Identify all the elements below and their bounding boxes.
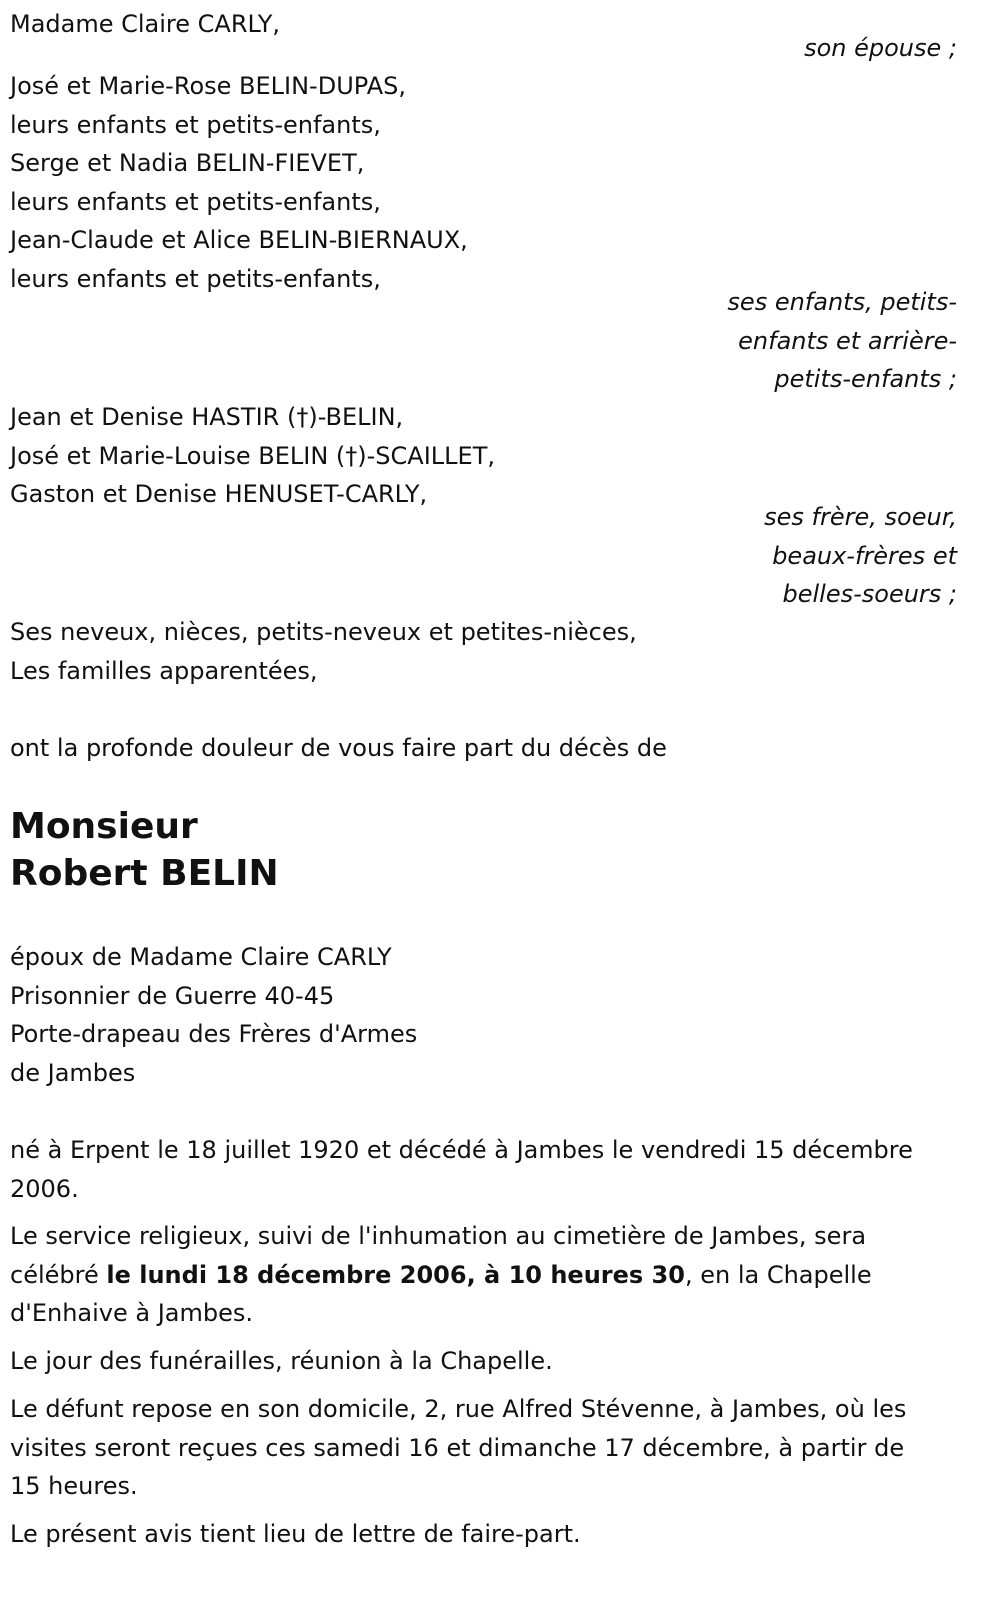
announcement	[10, 729, 667, 768]
deceased-details	[10, 938, 417, 1092]
role-text: belles-soeurs ;	[782, 580, 957, 609]
children-role	[727, 283, 957, 399]
spouse-role	[804, 29, 957, 68]
service-paragraph	[10, 1217, 930, 1333]
announcement-text: ont la profonde douleur de vous faire part du décès de	[10, 734, 667, 762]
family-line: Ses neveux, nièces, petits-neveux et petites-nièces,	[10, 618, 637, 646]
family-line: Jean et Denise HASTIR (†)-BELIN,	[10, 403, 404, 431]
spouse-line	[10, 5, 280, 44]
family-line: Jean-Claude et Alice BELIN-BIERNAUX,	[10, 226, 468, 255]
family-line: Les familles apparentées,	[10, 656, 318, 685]
detail-line: époux de Madame Claire CARLY	[10, 943, 392, 971]
siblings-list	[10, 398, 495, 514]
role-text: beaux-frères et	[772, 541, 957, 570]
detail-line: Porte-drapeau des Frères d'Armes	[10, 1020, 418, 1049]
deceased-fullname: Robert BELIN	[10, 853, 279, 894]
service-location: , en la Chapelle d'Enhaive à Jambes.	[10, 1260, 872, 1328]
detail-line: de Jambes	[10, 1058, 136, 1087]
family-line: leurs enfants et petits-enfants,	[10, 110, 381, 139]
role-text: enfants et arrière-	[738, 326, 957, 355]
family-line: Serge et Nadia BELIN-FIEVET,	[10, 149, 365, 178]
children-list	[10, 67, 468, 299]
visits-paragraph: Le défunt repose en son domicile, 2, rue Alfred Stévenne, à Jambes, où les visites seront reçues ces samedi 16 et dimanche 17 décembre, à partir de 15 heures.	[10, 1395, 907, 1501]
family-line: Gaston et Denise HENUSET-CARLY,	[10, 480, 428, 509]
other-relatives	[10, 613, 637, 690]
family-line: leurs enfants et petits-enfants,	[10, 187, 381, 216]
deceased-title: Monsieur	[10, 806, 198, 847]
notice-paragraph: Le présent avis tient lieu de lettre de faire-part.	[10, 1520, 581, 1548]
meeting-paragraph: Le jour des funérailles, réunion à la Chapelle.	[10, 1347, 553, 1375]
siblings-role	[764, 498, 957, 614]
role-text: son épouse ;	[804, 34, 957, 62]
role-text: ses enfants, petits-	[727, 288, 957, 316]
family-line: José et Marie-Louise BELIN (†)-SCAILLET,	[10, 441, 495, 470]
family-line: José et Marie-Rose BELIN-DUPAS,	[10, 72, 406, 100]
role-text: petits-enfants ;	[774, 365, 957, 394]
detail-line: Prisonnier de Guerre 40-45	[10, 981, 335, 1010]
birth-death-paragraph: né à Erpent le 18 juillet 1920 et décédé à Jambes le vendredi 15 décembre 2006.	[10, 1136, 913, 1203]
service-date: le lundi 18 décembre 2006, à 10 heures 30	[106, 1260, 685, 1289]
role-text: ses frère, soeur,	[764, 503, 957, 531]
family-line: leurs enfants et petits-enfants,	[10, 264, 381, 293]
deceased-name	[10, 803, 279, 897]
service-text: Le service religieux, suivi de l'inhumation au cimetière de Jambes, sera célébré	[10, 1222, 867, 1289]
spouse-name: Madame Claire CARLY,	[10, 10, 280, 38]
